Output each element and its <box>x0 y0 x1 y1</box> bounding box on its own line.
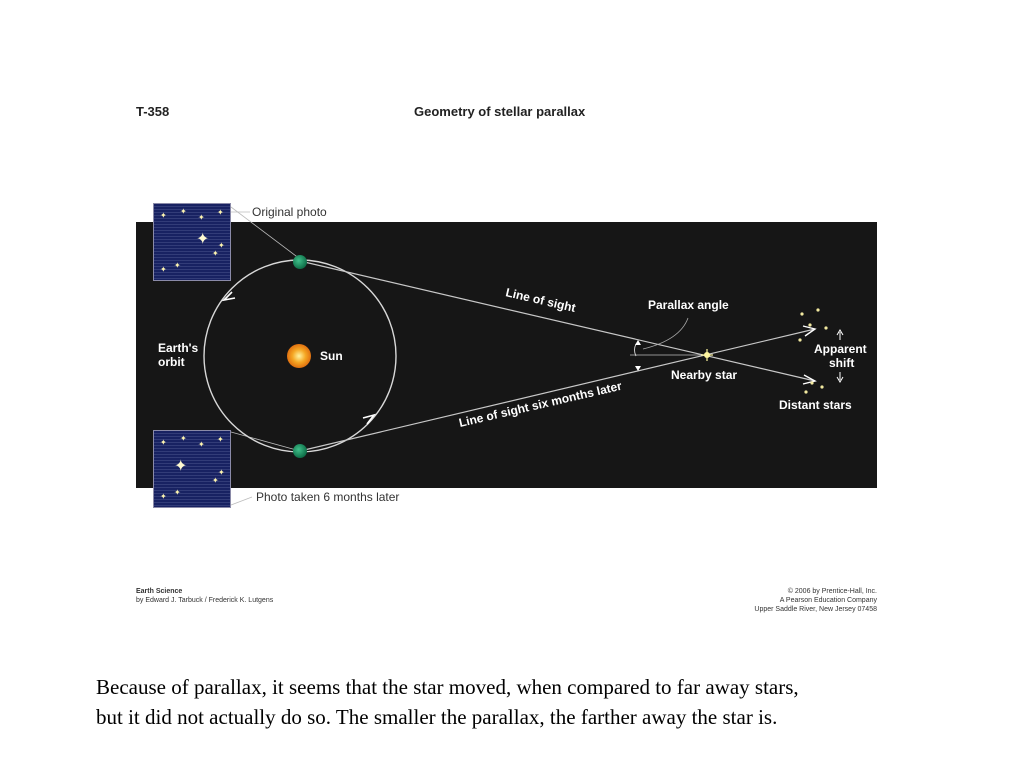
photo-star-icon: ✦ <box>212 476 219 485</box>
nearby-star-icon <box>701 349 713 361</box>
original-photo-thumbnail <box>153 203 231 281</box>
line-of-sight-label: Line of sight <box>504 285 577 315</box>
photo-star-icon: ✦ <box>180 207 187 216</box>
caption-line1: Because of parallax, it seems that the star moved, when compared to far away stars, <box>96 675 799 699</box>
photo-star-icon: ✦ <box>160 265 167 274</box>
sun-icon <box>287 344 311 368</box>
book-authors: by Edward J. Tarbuck / Frederick K. Lutgens <box>136 597 274 604</box>
photo-nearby-star-icon: ✦ <box>174 458 188 475</box>
nearby-star-label: Nearby star <box>671 368 738 382</box>
photo-star-icon: ✦ <box>217 435 224 444</box>
earth-position-top-icon <box>293 255 307 269</box>
photo-star-icon: ✦ <box>160 211 167 220</box>
distant-stars-label: Distant stars <box>779 398 852 412</box>
photo-connector-bottom-label <box>231 497 252 505</box>
parallax-angle-label: Parallax angle <box>648 298 729 312</box>
line-of-sight-later-label: Line of sight six months later <box>457 378 624 430</box>
line-of-sight-later <box>300 329 815 451</box>
figure-code: T-358 <box>136 104 170 119</box>
figure-title: Geometry of stellar parallax <box>414 104 586 119</box>
sun-label: Sun <box>320 349 343 363</box>
photo-connector-bottom <box>231 432 300 451</box>
explanation-caption <box>96 672 976 732</box>
photo-star-icon: ✦ <box>180 434 187 443</box>
parallax-angle-arc <box>635 344 637 356</box>
photo-star-icon: ✦ <box>160 492 167 501</box>
photo-star-icon: ✦ <box>212 249 219 258</box>
earths-orbit-label-line2: orbit <box>158 355 185 369</box>
photo-star-icon: ✦ <box>218 468 225 477</box>
earth-position-bottom-icon <box>293 444 307 458</box>
copyright-line2: A Pearson Education Company <box>779 597 877 604</box>
caption-line2: but it did not actually do so. The smaller the parallax, the farther away the star is. <box>96 705 778 729</box>
copyright-line3: Upper Saddle River, New Jersey 07458 <box>754 606 877 613</box>
photo-star-icon: ✦ <box>198 213 205 222</box>
photo-nearby-star-icon: ✦ <box>196 231 210 248</box>
photo-star-icon: ✦ <box>174 261 181 270</box>
photo-star-icon: ✦ <box>218 241 225 250</box>
copyright-line1: © 2006 by Prentice-Hall, Inc. <box>787 588 877 595</box>
later-photo-label: Photo taken 6 months later <box>256 490 400 504</box>
apparent-shift-label-line1: Apparent <box>814 342 867 356</box>
book-title: Earth Science <box>136 588 183 595</box>
later-photo-thumbnail <box>153 430 231 508</box>
parallax-angle-leader <box>643 318 688 349</box>
photo-star-icon: ✦ <box>217 208 224 217</box>
line-of-sight <box>300 261 815 381</box>
apparent-shift-label-line2: shift <box>829 356 855 370</box>
photo-star-icon: ✦ <box>198 440 205 449</box>
photo-star-icon: ✦ <box>160 438 167 447</box>
photo-star-icon: ✦ <box>174 488 181 497</box>
earths-orbit-label-line1: Earth's <box>158 341 199 355</box>
original-photo-label: Original photo <box>252 205 327 219</box>
